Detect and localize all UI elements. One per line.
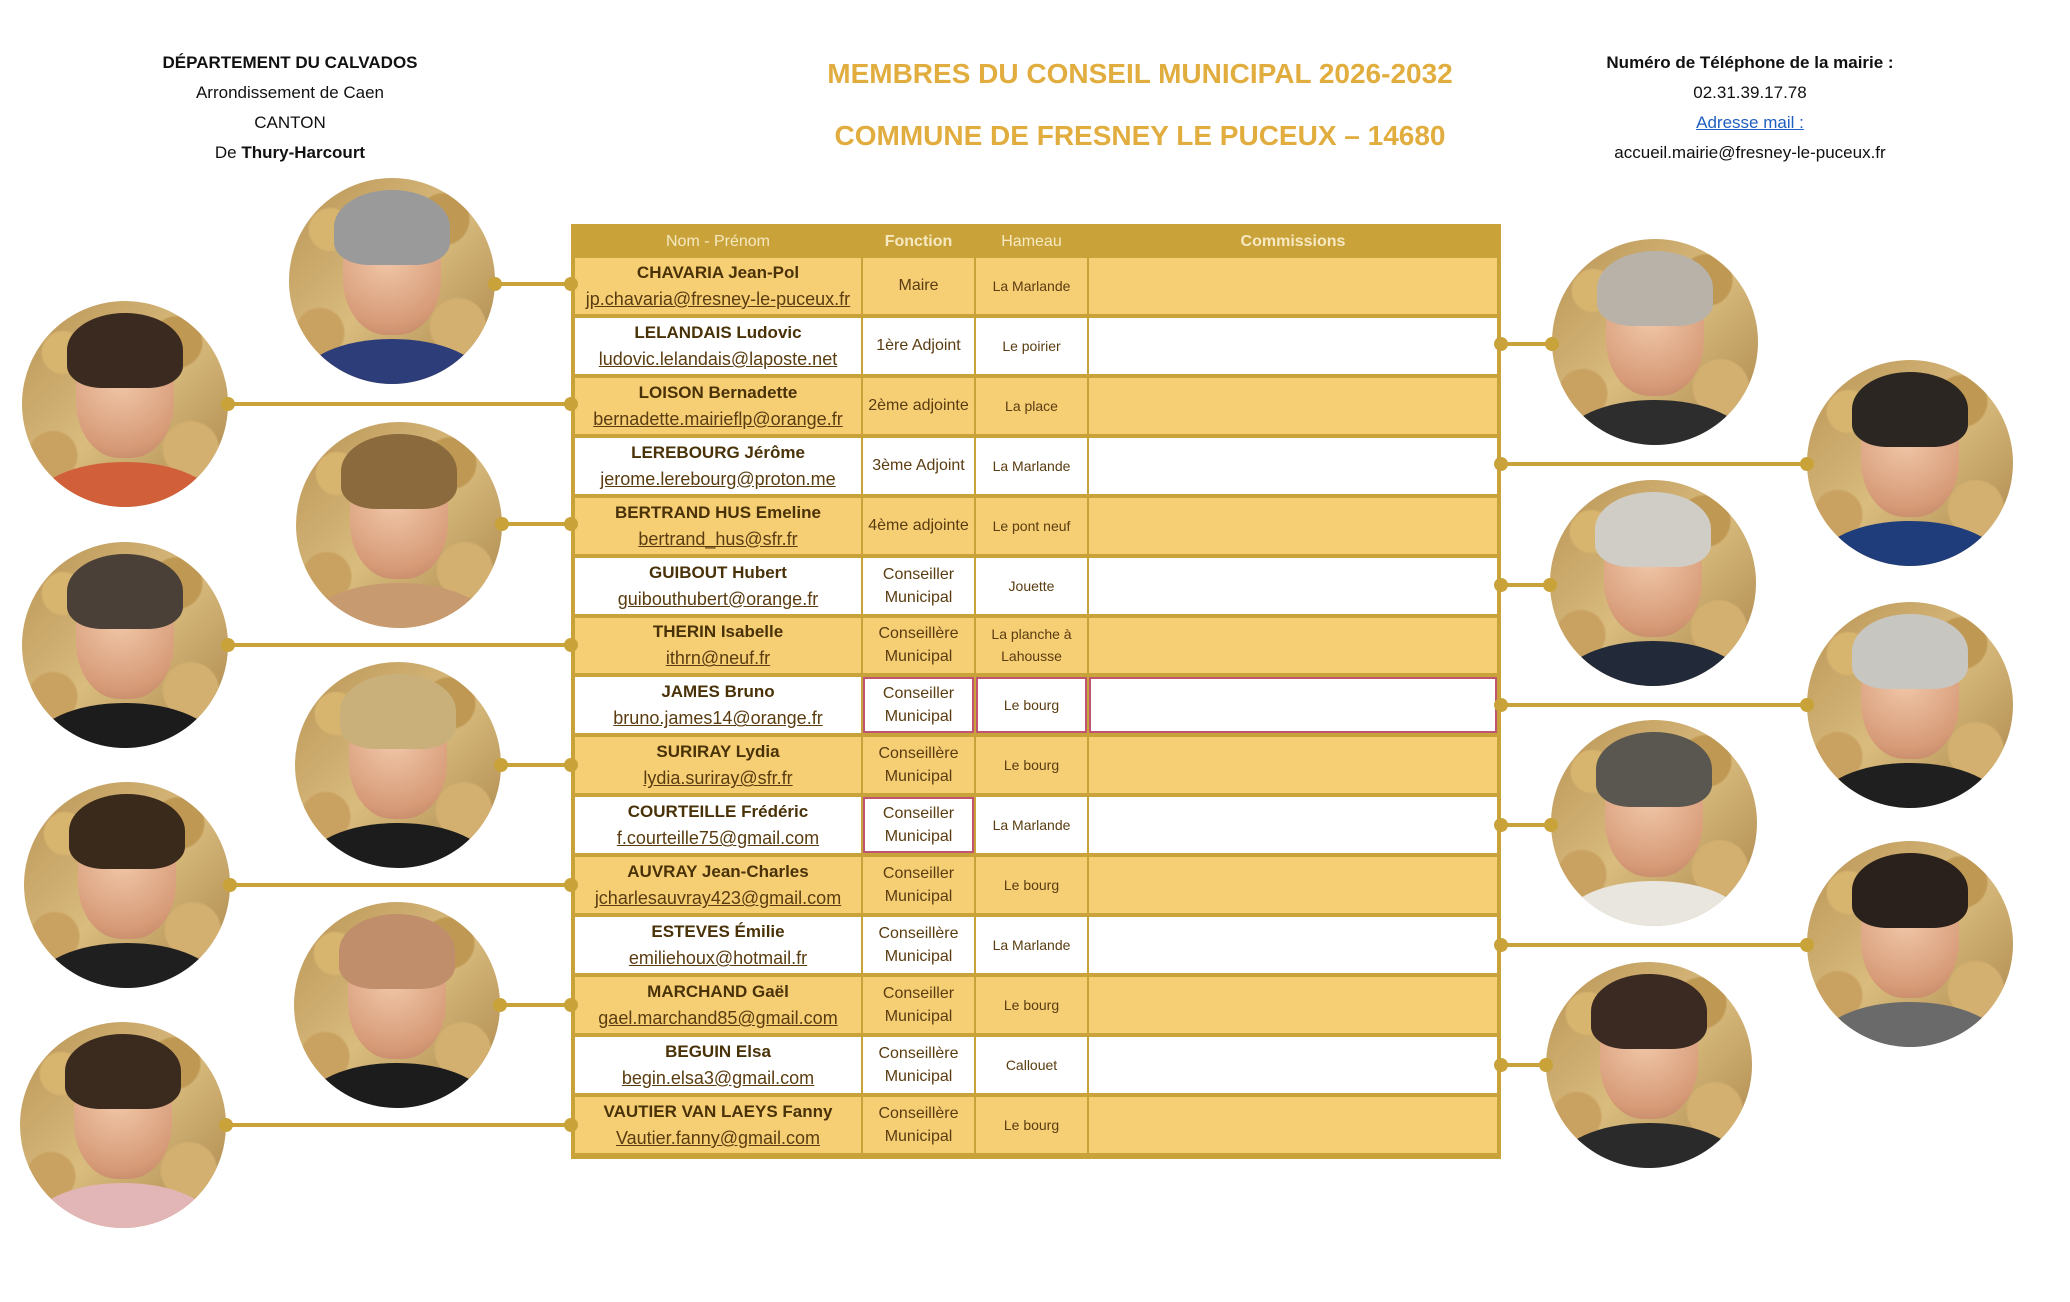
member-hamlet: Le bourg: [975, 1096, 1088, 1156]
member-function: Conseiller Municipal: [862, 856, 975, 916]
member-function: 3ème Adjoint: [862, 437, 975, 497]
connector-dot: [564, 277, 578, 291]
member-email-link[interactable]: lydia.suriray@sfr.fr: [643, 768, 793, 789]
mail-link[interactable]: Adresse mail :: [1696, 113, 1804, 132]
member-commissions: [1088, 497, 1498, 557]
member-commissions: [1088, 377, 1498, 437]
member-commissions: [1088, 1096, 1498, 1156]
hair-shape: [67, 554, 182, 628]
member-photo: [1544, 960, 1754, 1170]
member-name: GUIBOUT Hubert: [649, 562, 787, 582]
connector-dot: [1800, 698, 1814, 712]
member-hamlet: La Marlande: [975, 916, 1088, 976]
member-commissions: [1088, 976, 1498, 1036]
col-hamlet: Hameau: [975, 227, 1088, 257]
connector-dot: [564, 878, 578, 892]
member-photo: [22, 780, 232, 990]
col-commissions: Commissions: [1088, 227, 1498, 257]
member-cell: [574, 1096, 862, 1156]
table-row: [574, 497, 1498, 557]
table-row: [574, 976, 1498, 1036]
hair-shape: [65, 1034, 180, 1108]
department-name: DÉPARTEMENT DU CALVADOS: [162, 53, 418, 72]
department-block: [150, 48, 430, 168]
member-photo: [20, 299, 230, 509]
connector-line: [1501, 703, 1807, 707]
connector-line: [226, 1123, 571, 1127]
connector-dot: [1543, 578, 1557, 592]
table-row: [574, 1096, 1498, 1156]
hair-shape: [67, 313, 182, 387]
table-row: [574, 1036, 1498, 1096]
member-hamlet: Le poirier: [975, 317, 1088, 377]
member-email-link[interactable]: jerome.lerebourg@proton.me: [600, 468, 836, 489]
member-function: 2ème adjointe: [862, 377, 975, 437]
member-photo: [18, 1020, 228, 1230]
member-email-link[interactable]: bernadette.mairieflp@orange.fr: [593, 408, 843, 429]
member-name: LELANDAIS Ludovic: [634, 322, 802, 342]
mail-address: accueil.mairie@fresney-le-puceux.fr: [1614, 143, 1886, 162]
hair-shape: [341, 434, 456, 508]
connector-line: [1501, 462, 1807, 466]
member-commissions: [1088, 736, 1498, 796]
member-email-link[interactable]: begin.elsa3@gmail.com: [621, 1067, 815, 1088]
member-cell: [574, 1036, 862, 1096]
contact-block: [1590, 48, 1910, 168]
member-cell: [574, 377, 862, 437]
member-cell: [574, 437, 862, 497]
hair-shape: [1852, 372, 1967, 446]
connector-dot: [1494, 1058, 1508, 1072]
hair-shape: [334, 190, 449, 264]
member-name: LOISON Bernadette: [638, 382, 798, 402]
member-name: BEGUIN Elsa: [665, 1041, 771, 1061]
table-row: [574, 437, 1498, 497]
table-row: [574, 257, 1498, 317]
member-function: Conseiller Municipal: [862, 676, 975, 736]
connector-dot: [223, 878, 237, 892]
member-name: LEREBOURG Jérôme: [631, 442, 805, 462]
page-title: MEMBRES DU CONSEIL MUNICIPAL 2026-2032: [827, 58, 1453, 89]
connector-dot: [1494, 818, 1508, 832]
member-hamlet: Le bourg: [975, 736, 1088, 796]
member-hamlet: La planche à Lahousse: [975, 617, 1088, 677]
member-photo: [1805, 600, 2015, 810]
canton-town: Thury-Harcourt: [241, 143, 366, 162]
member-function: Conseillère Municipal: [862, 916, 975, 976]
table-row: [574, 736, 1498, 796]
connector-dot: [219, 1118, 233, 1132]
member-hamlet: Jouette: [975, 557, 1088, 617]
connector-dot: [1494, 938, 1508, 952]
connector-line: [500, 1003, 571, 1007]
connector-dot: [1494, 337, 1508, 351]
member-email-link[interactable]: emiliehoux@hotmail.fr: [628, 948, 808, 969]
canton-label: CANTON: [254, 113, 326, 132]
connector-dot: [564, 758, 578, 772]
member-hamlet: La place: [975, 377, 1088, 437]
council-table: [571, 224, 1501, 1159]
member-email-link[interactable]: bruno.james14@orange.fr: [613, 708, 823, 729]
hair-shape: [1852, 614, 1967, 688]
member-photo: [1805, 839, 2015, 1049]
member-photo: [1549, 718, 1759, 928]
phone-number: 02.31.39.17.78: [1693, 83, 1807, 102]
member-function: Conseillère Municipal: [862, 736, 975, 796]
connector-line: [228, 402, 571, 406]
hair-shape: [1852, 853, 1967, 927]
member-photo: [1805, 358, 2015, 568]
member-name: VAUTIER VAN LAEYS Fanny: [603, 1101, 833, 1121]
connector-dot: [1494, 457, 1508, 471]
member-email-link[interactable]: ludovic.lelandais@laposte.net: [598, 348, 838, 369]
page-subtitle: COMMUNE DE FRESNEY LE PUCEUX – 14680: [834, 120, 1446, 151]
member-email-link[interactable]: ithrn@neuf.fr: [665, 648, 771, 669]
member-function: Conseillère Municipal: [862, 1036, 975, 1096]
member-commissions: [1088, 617, 1498, 677]
member-name: SURIRAY Lydia: [656, 742, 780, 762]
member-commissions: [1088, 676, 1498, 736]
connector-dot: [495, 517, 509, 531]
connector-line: [501, 763, 571, 767]
connector-dot: [1544, 818, 1558, 832]
member-cell: [574, 257, 862, 317]
hair-shape: [69, 794, 184, 868]
member-photo: [20, 540, 230, 750]
canton-name: [150, 138, 430, 168]
phone-label: Numéro de Téléphone de la mairie :: [1606, 53, 1894, 72]
member-photo: [1548, 478, 1758, 688]
col-function: Fonction: [862, 227, 975, 257]
member-email-link[interactable]: jcharlesauvray423@gmail.com: [594, 888, 842, 909]
arrondissement: Arrondissement de Caen: [195, 83, 385, 102]
member-name: COURTEILLE Frédéric: [627, 802, 809, 822]
table-row: [574, 317, 1498, 377]
connector-line: [502, 522, 571, 526]
member-photo: [287, 176, 497, 386]
table-row: [574, 557, 1498, 617]
connector-line: [495, 282, 571, 286]
member-cell: [574, 317, 862, 377]
member-cell: [574, 856, 862, 916]
connector-dot: [1494, 578, 1508, 592]
member-cell: [574, 796, 862, 856]
canton-prefix: De: [214, 143, 242, 162]
member-commissions: [1088, 796, 1498, 856]
connector-line: [230, 883, 571, 887]
member-hamlet: Le pont neuf: [975, 497, 1088, 557]
table-row: [574, 377, 1498, 437]
member-email-link[interactable]: guibouthubert@orange.fr: [617, 588, 819, 609]
col-name: Nom - Prénom: [574, 227, 862, 257]
hair-shape: [340, 674, 455, 748]
table-row: [574, 796, 1498, 856]
member-commissions: [1088, 257, 1498, 317]
member-photo: [293, 660, 503, 870]
member-hamlet: Le bourg: [975, 676, 1088, 736]
connector-dot: [221, 638, 235, 652]
member-hamlet: La Marlande: [975, 437, 1088, 497]
member-cell: [574, 976, 862, 1036]
member-email-link[interactable]: Vautier.fanny@gmail.com: [615, 1127, 821, 1148]
connector-dot: [1494, 698, 1508, 712]
member-function: Conseiller Municipal: [862, 976, 975, 1036]
member-photo: [294, 420, 504, 630]
hair-shape: [339, 914, 454, 988]
member-email-link[interactable]: f.courteille75@gmail.com: [616, 828, 820, 849]
member-name: AUVRAY Jean-Charles: [627, 862, 809, 882]
member-cell: [574, 736, 862, 796]
member-cell: [574, 916, 862, 976]
member-name: THERIN Isabelle: [652, 622, 784, 642]
member-commissions: [1088, 856, 1498, 916]
connector-line: [1501, 943, 1807, 947]
member-cell: [574, 617, 862, 677]
member-cell: [574, 497, 862, 557]
member-function: Maire: [862, 257, 975, 317]
member-cell: [574, 676, 862, 736]
member-function: 1ère Adjoint: [862, 317, 975, 377]
member-photo: [1550, 237, 1760, 447]
member-function: Conseiller Municipal: [862, 557, 975, 617]
connector-dot: [488, 277, 502, 291]
hair-shape: [1596, 732, 1711, 806]
table-row: [574, 856, 1498, 916]
table-row: [574, 916, 1498, 976]
table-header-row: [574, 227, 1498, 257]
member-name: BERTRAND HUS Emeline: [615, 502, 821, 522]
member-commissions: [1088, 916, 1498, 976]
member-hamlet: Callouet: [975, 1036, 1088, 1096]
connector-dot: [493, 998, 507, 1012]
member-hamlet: Le bourg: [975, 856, 1088, 916]
member-function: 4ème adjointe: [862, 497, 975, 557]
member-commissions: [1088, 557, 1498, 617]
member-hamlet: Le bourg: [975, 976, 1088, 1036]
member-function: Conseillère Municipal: [862, 1096, 975, 1156]
member-name: ESTEVES Émilie: [651, 922, 785, 942]
member-email-link[interactable]: jp.chavaria@fresney-le-puceux.fr: [585, 288, 851, 309]
hair-shape: [1591, 974, 1706, 1048]
member-function: Conseiller Municipal: [862, 796, 975, 856]
member-name: JAMES Bruno: [661, 682, 775, 702]
member-email-link[interactable]: gael.marchand85@gmail.com: [598, 1008, 838, 1029]
member-email-link[interactable]: bertrand_hus@sfr.fr: [638, 528, 798, 549]
member-function: Conseillère Municipal: [862, 617, 975, 677]
table-row: [574, 676, 1498, 736]
member-photo: [292, 900, 502, 1110]
member-hamlet: La Marlande: [975, 796, 1088, 856]
connector-dot: [494, 758, 508, 772]
hair-shape: [1595, 492, 1710, 566]
member-name: MARCHAND Gaël: [647, 982, 789, 1002]
connector-line: [228, 643, 571, 647]
connector-dot: [221, 397, 235, 411]
member-cell: [574, 557, 862, 617]
member-name: CHAVARIA Jean-Pol: [636, 262, 800, 282]
member-commissions: [1088, 1036, 1498, 1096]
hair-shape: [1597, 251, 1712, 325]
member-commissions: [1088, 317, 1498, 377]
connector-dot: [564, 638, 578, 652]
member-commissions: [1088, 437, 1498, 497]
member-hamlet: La Marlande: [975, 257, 1088, 317]
table-row: [574, 617, 1498, 677]
